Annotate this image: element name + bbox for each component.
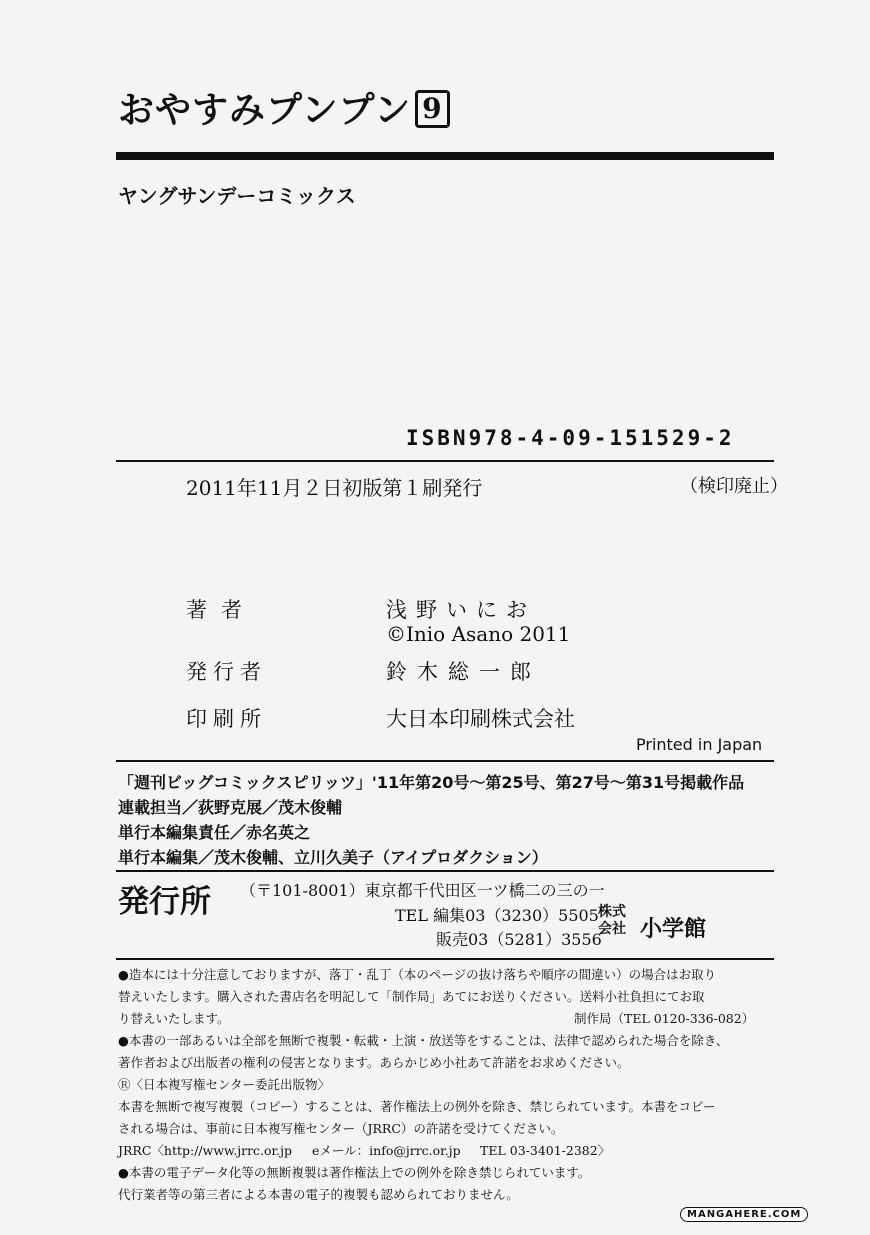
note-line: 替えいたします。購入された書店名を明記して「制作局」あてにお送りください。送料小社負担にてお取 (118, 989, 705, 1004)
publisher-label: 発行者 (186, 660, 267, 684)
middle-rule (116, 760, 774, 762)
publisher-office-heading: 発行所 (118, 884, 211, 920)
printer-name: 大日本印刷株式会社 (386, 707, 575, 731)
staff-line: 単行本編集責任／赤名英之 (118, 823, 311, 842)
publisher-name: 鈴木総一郎 (386, 660, 541, 684)
copyright-line: ©Inio Asano 2011 (386, 622, 571, 646)
jrrc-tel: TEL 03-3401-2382〉 (480, 1143, 611, 1158)
note-line: り替えいたします。 (118, 1011, 230, 1026)
corporation-type: 株式会社 (598, 904, 626, 937)
jrrc-url: JRRC〈http://www.jrrc.or.jp (118, 1143, 292, 1158)
printer-label: 印刷所 (186, 707, 267, 731)
staff-line: 単行本編集／茂木俊輔、立川久美子（アイプロダクション） (118, 848, 548, 867)
tel-editorial: TEL 編集03（3230）5505 (395, 906, 599, 925)
jrrc-email: eメール：info@jrrc.or.jp (312, 1143, 461, 1158)
note-line: ●造本には十分注意しておりますが、落丁・乱丁（本のページの抜け落ちや順序の間違い）の場合はお取り (118, 967, 717, 982)
book-title (118, 82, 450, 133)
isbn: ISBN978-4-09-151529-2 (406, 426, 735, 450)
note-line: Ⓡ〈日本複写権センター委託出版物〉 (118, 1077, 331, 1092)
note-line: される場合は、事前に日本複写権センター（JRRC）の許諾を受けてください。 (118, 1121, 564, 1136)
tel-sales: 販売03（5281）3556 (436, 930, 602, 949)
staff-rule (116, 870, 774, 872)
note-line: 本書を無断で複写複製（コピー）することは、著作権法上の例外を除き、禁じられています。本書をコピー (118, 1099, 716, 1114)
printed-in-japan: Printed in Japan (636, 735, 763, 754)
note-line: 代行業者等の第三者による本書の電子的複製も認められておりません。 (118, 1187, 519, 1202)
author-label: 著者 (186, 598, 256, 622)
production-dept-contact: 制作局（TEL 0120-336-082） (574, 1011, 755, 1026)
watermark-badge: MANGAHERE.COM (680, 1207, 808, 1222)
series-name: ヤングサンデーコミックス (118, 184, 356, 208)
volume-number: 9 (415, 90, 449, 128)
company-name: 小学館 (640, 917, 707, 942)
top-rule (116, 152, 774, 160)
note-line: 著作者および出版者の権利の侵害となります。あらかじめ小社あて許諾をお求めください。 (118, 1055, 630, 1070)
note-line: ●本書の電子データ化等の無断複製は著作権法上での例外を除き禁じられています。 (118, 1165, 591, 1180)
notes-rule (116, 958, 774, 960)
publication-date: 2011年11月２日初版第１刷発行 (186, 476, 483, 500)
note-line: ●本書の一部あるいは全部を無断で複製・転載・上演・放送等をすることは、法律で認められた場合を除き、 (118, 1033, 729, 1048)
title-text: おやすみプンプン (118, 89, 412, 131)
seal-notice: （検印廃止） (680, 476, 788, 497)
staff-line: 連載担当／荻野克展／茂木俊輔 (118, 798, 343, 817)
isbn-rule (116, 460, 774, 462)
author-name: 浅野いにお (386, 598, 536, 622)
staff-line: 「週刊ビッグコミックスピリッツ」'11年第20号〜第25号、第27号〜第31号掲載作品 (118, 773, 745, 792)
publisher-address: （〒101-8001）東京都千代田区一ツ橋二の三の一 (240, 881, 605, 900)
